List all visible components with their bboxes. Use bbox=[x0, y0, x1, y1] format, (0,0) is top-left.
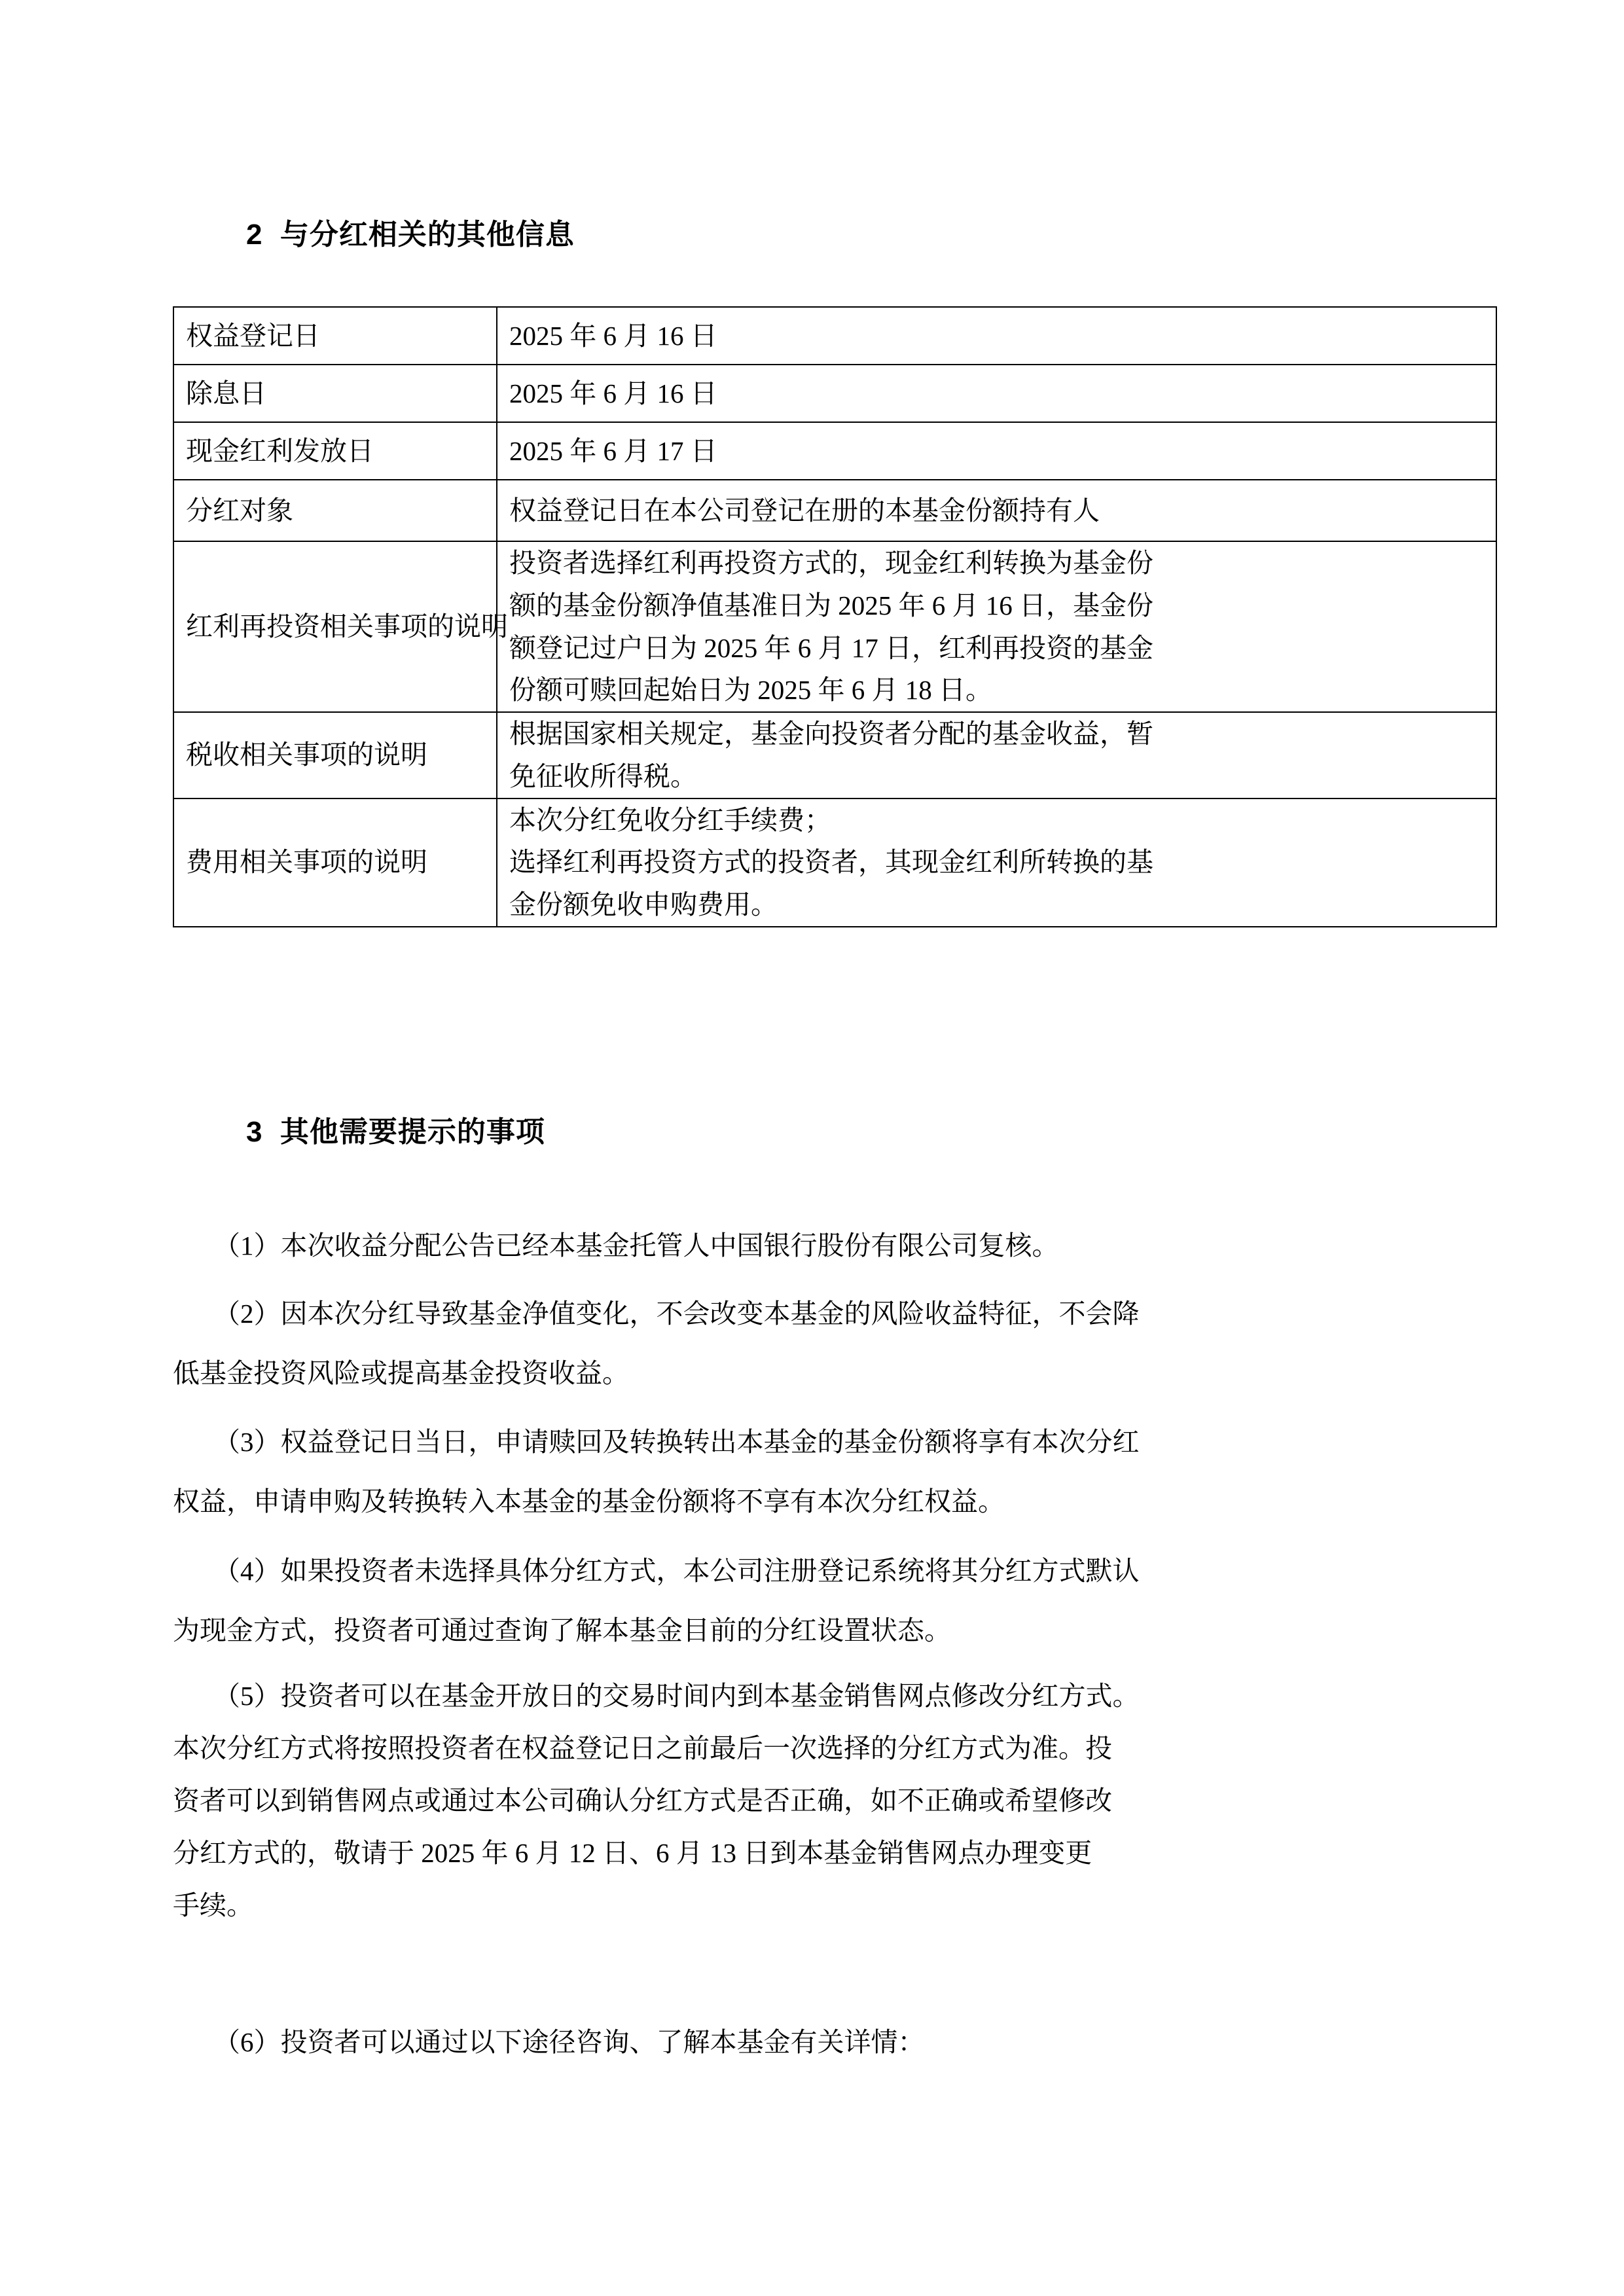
cell-line: 金份额免收申购费用。 bbox=[509, 889, 778, 920]
paragraph-line: （1）本次收益分配公告已经本基金托管人中国银行股份有限公司复核。 bbox=[213, 1230, 1059, 1261]
notice-item-2 bbox=[173, 1284, 1446, 1403]
row-value: 2025 年 6 月 16 日 bbox=[497, 307, 1496, 365]
dividend-info-table bbox=[173, 306, 1497, 927]
table-row bbox=[173, 307, 1496, 365]
table-row bbox=[173, 365, 1496, 422]
paragraph-line: 本次分红方式将按照投资者在权益登记日之前最后一次选择的分红方式为准。投 bbox=[173, 1732, 1112, 1763]
table-row bbox=[173, 712, 1496, 798]
cell-line: 份额可赎回起始日为 2025 年 6 月 18 日。 bbox=[509, 675, 992, 706]
notice-item-5 bbox=[173, 1670, 1446, 1932]
paragraph bbox=[173, 1412, 1446, 1532]
notice-item-6 bbox=[173, 2013, 1446, 2072]
paragraph-line: 权益，申请申购及转换转入本基金的基金份额将不享有本次分红权益。 bbox=[173, 1486, 1005, 1517]
paragraph-line: 资者可以到销售网点或通过本公司确认分红方式是否正确，如不正确或希望修改 bbox=[173, 1785, 1112, 1816]
paragraph bbox=[173, 1670, 1446, 1932]
row-label: 除息日 bbox=[173, 365, 497, 422]
cell-line: 选择红利再投资方式的投资者，其现金红利所转换的基 bbox=[509, 847, 1153, 878]
paragraph-line: （6）投资者可以通过以下途径咨询、了解本基金有关详情： bbox=[213, 2027, 925, 2057]
paragraph-line: （5）投资者可以在基金开放日的交易时间内到本基金销售网点修改分红方式。 bbox=[213, 1681, 1140, 1711]
row-value-lines bbox=[509, 799, 1484, 926]
row-value: 2025 年 6 月 16 日 bbox=[497, 365, 1496, 422]
row-label: 红利再投资相关事项的说明 bbox=[173, 541, 497, 712]
paragraph-line: （2）因本次分红导致基金净值变化，不会改变本基金的风险收益特征，不会降 bbox=[213, 1299, 1140, 1329]
cell-line: 额登记过户日为 2025 年 6 月 17 日，红利再投资的基金 bbox=[509, 632, 1153, 663]
table-row bbox=[173, 480, 1496, 541]
row-value bbox=[497, 712, 1496, 798]
paragraph bbox=[173, 1216, 1446, 1276]
section-3-heading: 3 其他需要提示的事项 bbox=[246, 1116, 545, 1148]
paragraph-line: 低基金投资风险或提高基金投资收益。 bbox=[173, 1358, 629, 1389]
row-label: 现金红利发放日 bbox=[173, 422, 497, 480]
row-value: 权益登记日在本公司登记在册的本基金份额持有人 bbox=[497, 480, 1496, 541]
notice-item-4 bbox=[173, 1541, 1446, 1660]
notice-item-1 bbox=[173, 1216, 1446, 1276]
row-label: 费用相关事项的说明 bbox=[173, 798, 497, 927]
table-row bbox=[173, 422, 1496, 480]
paragraph-line: 手续。 bbox=[173, 1890, 253, 1920]
row-label: 税收相关事项的说明 bbox=[173, 712, 497, 798]
paragraph-line: （3）权益登记日当日，申请赎回及转换转出本基金的基金份额将享有本次分红 bbox=[213, 1427, 1140, 1457]
table-row bbox=[173, 798, 1496, 927]
cell-line: 额的基金份额净值基准日为 2025 年 6 月 16 日，基金份 bbox=[509, 590, 1153, 620]
section-2-heading: 2 与分红相关的其他信息 bbox=[246, 219, 575, 251]
row-value bbox=[497, 541, 1496, 712]
cell-line: 投资者选择红利再投资方式的，现金红利转换为基金份 bbox=[509, 548, 1153, 578]
row-label: 分红对象 bbox=[173, 480, 497, 541]
cell-line: 免征收所得税。 bbox=[509, 761, 697, 791]
paragraph bbox=[173, 2013, 1446, 2072]
paragraph-line: 分红方式的，敬请于 2025 年 6 月 12 日、6 月 13 日到本基金销售网点办理变更 bbox=[173, 1837, 1092, 1868]
table-row bbox=[173, 541, 1496, 712]
row-value bbox=[497, 798, 1496, 927]
notice-item-3 bbox=[173, 1412, 1446, 1532]
row-label: 权益登记日 bbox=[173, 307, 497, 365]
paragraph-line: 为现金方式，投资者可通过查询了解本基金目前的分红设置状态。 bbox=[173, 1615, 951, 1646]
row-value-lines bbox=[509, 713, 1484, 798]
paragraph-line: （4）如果投资者未选择具体分红方式，本公司注册登记系统将其分红方式默认 bbox=[213, 1556, 1140, 1586]
row-value: 2025 年 6 月 17 日 bbox=[497, 422, 1496, 480]
cell-line: 本次分红免收分红手续费； bbox=[509, 804, 831, 835]
paragraph bbox=[173, 1284, 1446, 1403]
cell-line: 根据国家相关规定，基金向投资者分配的基金收益，暂 bbox=[509, 719, 1153, 749]
paragraph bbox=[173, 1541, 1446, 1660]
row-value-lines bbox=[509, 542, 1484, 711]
